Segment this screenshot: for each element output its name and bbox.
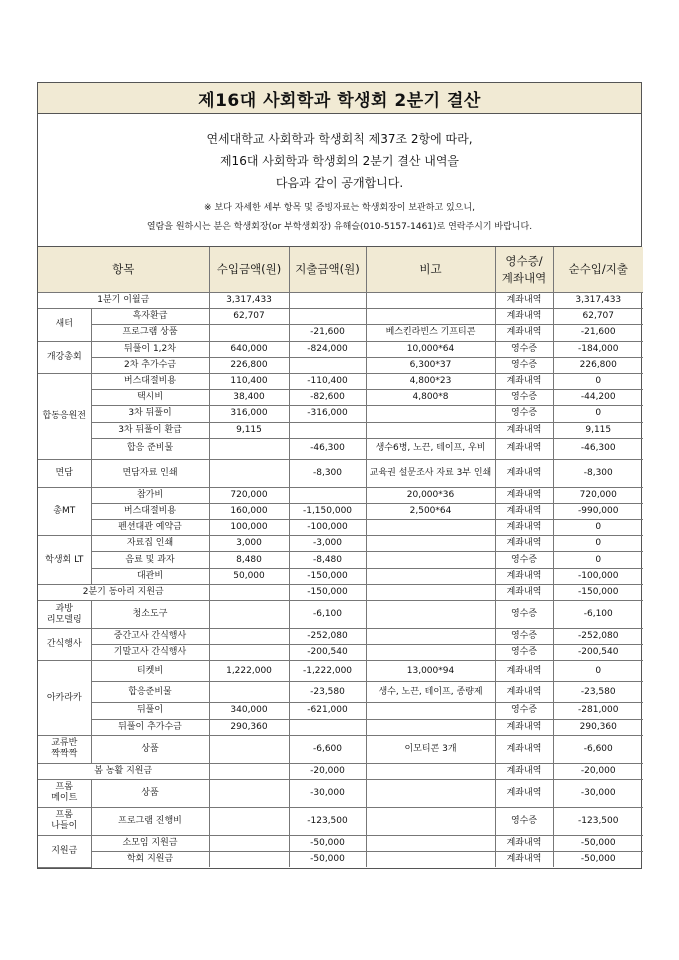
- row-income-cell: [209, 807, 289, 835]
- table-row: [38, 309, 643, 325]
- note-line: ※ 보다 자세한 세부 항목 및 증빙자료는 학생회장이 보관하고 있으니,: [204, 203, 475, 213]
- row-net-cell: -6,100: [553, 601, 643, 629]
- row-receipt-cell: 계좌내역: [495, 438, 553, 459]
- row-note-cell: [366, 807, 495, 835]
- row-income-cell: [209, 584, 289, 600]
- row-receipt-cell: 계좌내역: [495, 422, 553, 438]
- table-row: [38, 459, 643, 487]
- row-income-cell: 3,000: [209, 536, 289, 552]
- row-item-cell: 1분기 이월금: [38, 293, 209, 309]
- row-group-cell: 교류반 짝짝짝: [38, 735, 91, 763]
- table-body: [38, 293, 643, 868]
- table-row: [38, 835, 643, 851]
- row-expense-cell: -150,000: [289, 584, 366, 600]
- intro-line: 연세대학교 사회학과 학생회칙 제37조 2항에 따라,: [206, 132, 473, 146]
- row-item-cell: 택시비: [91, 390, 209, 406]
- row-item-cell: 3차 뒤풀이: [91, 406, 209, 422]
- row-note-cell: 생수6병, 노끈, 테이프, 우비: [366, 438, 495, 459]
- row-note-cell: [366, 779, 495, 807]
- row-expense-cell: -23,580: [289, 682, 366, 703]
- row-note-cell: [366, 629, 495, 645]
- table-row: [38, 503, 643, 519]
- contact-note: [38, 199, 641, 237]
- row-receipt-cell: 계좌내역: [495, 487, 553, 503]
- table-row: [38, 357, 643, 373]
- row-receipt-cell: 계좌내역: [495, 309, 553, 325]
- row-net-cell: -100,000: [553, 568, 643, 584]
- row-expense-cell: -252,080: [289, 629, 366, 645]
- row-income-cell: 640,000: [209, 341, 289, 357]
- row-net-cell: -20,000: [553, 763, 643, 779]
- row-note-cell: 생수, 노끈, 테이프, 종량제: [366, 682, 495, 703]
- row-note-cell: [366, 703, 495, 719]
- table-row: [38, 584, 643, 600]
- row-note-cell: [366, 584, 495, 600]
- row-income-cell: 50,000: [209, 568, 289, 584]
- row-net-cell: -200,540: [553, 645, 643, 661]
- row-net-cell: -252,080: [553, 629, 643, 645]
- row-group-cell: 새터: [38, 309, 91, 341]
- row-net-cell: 0: [553, 536, 643, 552]
- row-income-cell: [209, 629, 289, 645]
- row-note-cell: [366, 568, 495, 584]
- row-receipt-cell: 영수증: [495, 645, 553, 661]
- row-group-cell: 합동응원전: [38, 373, 91, 459]
- row-expense-cell: [289, 487, 366, 503]
- table-row: [38, 645, 643, 661]
- row-expense-cell: -20,000: [289, 763, 366, 779]
- row-net-cell: -6,600: [553, 735, 643, 763]
- row-income-cell: 316,000: [209, 406, 289, 422]
- row-receipt-cell: 영수증: [495, 341, 553, 357]
- document-title: 제16대 사회학과 학생회 2분기 결산: [38, 83, 641, 114]
- row-net-cell: 0: [553, 373, 643, 389]
- header-net: 순수입/지출: [553, 247, 643, 293]
- row-receipt-cell: 계좌내역: [495, 763, 553, 779]
- row-group-cell: 아카라카: [38, 661, 91, 735]
- row-item-cell: 참가비: [91, 487, 209, 503]
- row-income-cell: [209, 325, 289, 341]
- row-net-cell: -184,000: [553, 341, 643, 357]
- row-item-cell: 프로그램 상품: [91, 325, 209, 341]
- row-income-cell: [209, 682, 289, 703]
- table-row: [38, 735, 643, 763]
- row-net-cell: -990,000: [553, 503, 643, 519]
- table-row: [38, 779, 643, 807]
- row-expense-cell: -100,000: [289, 520, 366, 536]
- table-row: [38, 536, 643, 552]
- row-net-cell: -50,000: [553, 835, 643, 851]
- row-receipt-cell: 영수증: [495, 390, 553, 406]
- row-receipt-cell: 영수증: [495, 807, 553, 835]
- row-note-cell: [366, 536, 495, 552]
- row-net-cell: 0: [553, 661, 643, 682]
- row-income-cell: [209, 852, 289, 868]
- table-row: [38, 552, 643, 568]
- row-item-cell: 펜션대관 예약금: [91, 520, 209, 536]
- row-expense-cell: -6,600: [289, 735, 366, 763]
- row-income-cell: [209, 835, 289, 851]
- row-note-cell: 베스킨라빈스 기프티콘: [366, 325, 495, 341]
- row-receipt-cell: 영수증: [495, 406, 553, 422]
- row-expense-cell: -30,000: [289, 779, 366, 807]
- row-note-cell: [366, 645, 495, 661]
- row-expense-cell: -8,300: [289, 459, 366, 487]
- row-net-cell: -46,300: [553, 438, 643, 459]
- table-row: [38, 406, 643, 422]
- row-net-cell: 290,360: [553, 719, 643, 735]
- row-receipt-cell: 영수증: [495, 357, 553, 373]
- row-net-cell: 0: [553, 552, 643, 568]
- row-item-cell: 버스대절비용: [91, 503, 209, 519]
- row-receipt-cell: 계좌내역: [495, 293, 553, 309]
- row-expense-cell: -46,300: [289, 438, 366, 459]
- row-item-cell: 음료 및 과자: [91, 552, 209, 568]
- intro-line: 제16대 사회학과 학생회의 2분기 결산 내역을: [219, 154, 460, 168]
- row-note-cell: [366, 719, 495, 735]
- row-expense-cell: -82,600: [289, 390, 366, 406]
- row-expense-cell: [289, 293, 366, 309]
- row-item-cell: 청소도구: [91, 601, 209, 629]
- row-receipt-cell: 계좌내역: [495, 719, 553, 735]
- row-receipt-cell: 영수증: [495, 601, 553, 629]
- row-income-cell: [209, 645, 289, 661]
- row-item-cell: 뒤풀이 추가수금: [91, 719, 209, 735]
- row-receipt-cell: 계좌내역: [495, 459, 553, 487]
- row-note-cell: [366, 852, 495, 868]
- row-item-cell: 2차 추가수금: [91, 357, 209, 373]
- row-receipt-cell: 계좌내역: [495, 661, 553, 682]
- row-expense-cell: -110,400: [289, 373, 366, 389]
- row-net-cell: -30,000: [553, 779, 643, 807]
- row-item-cell: 버스대절비용: [91, 373, 209, 389]
- row-item-cell: 합응 준비물: [91, 438, 209, 459]
- row-item-cell: 흑자환급: [91, 309, 209, 325]
- table-row: [38, 293, 643, 309]
- row-income-cell: 62,707: [209, 309, 289, 325]
- settlement-table: [38, 247, 643, 868]
- row-income-cell: 38,400: [209, 390, 289, 406]
- header-expense: 지출금액(원): [289, 247, 366, 293]
- row-receipt-cell: 계좌내역: [495, 835, 553, 851]
- row-income-cell: [209, 601, 289, 629]
- table-row: [38, 703, 643, 719]
- settlement-document: [37, 82, 642, 869]
- row-group-cell: 면담: [38, 459, 91, 487]
- row-note-cell: 4,800*8: [366, 390, 495, 406]
- row-expense-cell: -150,000: [289, 568, 366, 584]
- row-note-cell: 6,300*37: [366, 357, 495, 373]
- row-income-cell: 226,800: [209, 357, 289, 373]
- table-row: [38, 719, 643, 735]
- row-expense-cell: -21,600: [289, 325, 366, 341]
- row-expense-cell: -621,000: [289, 703, 366, 719]
- row-note-cell: 이모티콘 3개: [366, 735, 495, 763]
- row-income-cell: 290,360: [209, 719, 289, 735]
- row-item-cell: 뒤풀이 1,2차: [91, 341, 209, 357]
- header-item: 항목: [38, 247, 209, 293]
- row-income-cell: 1,222,000: [209, 661, 289, 682]
- row-item-cell: 프로그램 진행비: [91, 807, 209, 835]
- row-income-cell: 720,000: [209, 487, 289, 503]
- row-income-cell: 160,000: [209, 503, 289, 519]
- row-net-cell: -123,500: [553, 807, 643, 835]
- note-line: 열람을 원하시는 분은 학생회장(or 부학생회장) 유해슬(010-5157-1461)로 연락주시기 바랍니다.: [146, 222, 533, 232]
- row-item-cell: 티켓비: [91, 661, 209, 682]
- row-receipt-cell: 계좌내역: [495, 325, 553, 341]
- header-receipt-text: 영수증/ 계좌내역: [501, 253, 547, 285]
- row-net-cell: 720,000: [553, 487, 643, 503]
- row-income-cell: [209, 459, 289, 487]
- row-note-cell: [366, 835, 495, 851]
- row-note-cell: [366, 520, 495, 536]
- row-item-cell: 자료집 인쇄: [91, 536, 209, 552]
- table-row: [38, 682, 643, 703]
- row-net-cell: -150,000: [553, 584, 643, 600]
- row-item-cell: 합응준비물: [91, 682, 209, 703]
- row-item-cell: 뒤풀이: [91, 703, 209, 719]
- row-income-cell: [209, 763, 289, 779]
- row-expense-cell: [289, 719, 366, 735]
- row-expense-cell: -316,000: [289, 406, 366, 422]
- table-row: [38, 568, 643, 584]
- row-group-cell: 총MT: [38, 487, 91, 536]
- row-group-cell: 간식행사: [38, 629, 91, 661]
- row-net-cell: -281,000: [553, 703, 643, 719]
- row-net-cell: -50,000: [553, 852, 643, 868]
- row-expense-cell: [289, 422, 366, 438]
- table-row: [38, 341, 643, 357]
- row-expense-cell: -50,000: [289, 835, 366, 851]
- row-income-cell: 8,480: [209, 552, 289, 568]
- table-row: [38, 438, 643, 459]
- row-item-cell: 2분기 동아리 지원금: [38, 584, 209, 600]
- row-expense-cell: -8,480: [289, 552, 366, 568]
- row-note-cell: 20,000*36: [366, 487, 495, 503]
- row-expense-cell: [289, 309, 366, 325]
- row-receipt-cell: 계좌내역: [495, 735, 553, 763]
- row-net-cell: 9,115: [553, 422, 643, 438]
- row-receipt-cell: 영수증: [495, 552, 553, 568]
- row-item-cell: 중간고사 간식행사: [91, 629, 209, 645]
- row-note-cell: 교육권 설문조사 자료 3부 인쇄: [366, 459, 495, 487]
- row-item-cell: 면담자료 인쇄: [91, 459, 209, 487]
- row-expense-cell: -6,100: [289, 601, 366, 629]
- row-expense-cell: -1,150,000: [289, 503, 366, 519]
- row-expense-cell: -824,000: [289, 341, 366, 357]
- table-header-row: [38, 247, 643, 293]
- row-receipt-cell: 계좌내역: [495, 536, 553, 552]
- table-row: [38, 325, 643, 341]
- row-item-cell: 대관비: [91, 568, 209, 584]
- row-income-cell: 110,400: [209, 373, 289, 389]
- row-note-cell: [366, 763, 495, 779]
- row-note-cell: [366, 293, 495, 309]
- row-note-cell: [366, 601, 495, 629]
- row-expense-cell: -200,540: [289, 645, 366, 661]
- row-item-cell: 기말고사 간식행사: [91, 645, 209, 661]
- row-net-cell: 0: [553, 520, 643, 536]
- row-item-cell: 학회 지원금: [91, 852, 209, 868]
- row-income-cell: [209, 779, 289, 807]
- table-row: [38, 520, 643, 536]
- row-net-cell: 226,800: [553, 357, 643, 373]
- row-note-cell: 2,500*64: [366, 503, 495, 519]
- row-group-cell: 개강총회: [38, 341, 91, 373]
- row-expense-cell: [289, 357, 366, 373]
- table-row: [38, 422, 643, 438]
- table-row: [38, 661, 643, 682]
- row-item-cell: 3차 뒤풀이 환급: [91, 422, 209, 438]
- row-receipt-cell: 계좌내역: [495, 520, 553, 536]
- row-income-cell: 340,000: [209, 703, 289, 719]
- row-net-cell: 0: [553, 406, 643, 422]
- row-net-cell: -23,580: [553, 682, 643, 703]
- header-receipt: [495, 247, 553, 293]
- intro-section: [38, 114, 641, 247]
- header-note: 비고: [366, 247, 495, 293]
- row-note-cell: [366, 552, 495, 568]
- row-income-cell: 100,000: [209, 520, 289, 536]
- row-net-cell: -8,300: [553, 459, 643, 487]
- row-expense-cell: -1,222,000: [289, 661, 366, 682]
- row-receipt-cell: 계좌내역: [495, 503, 553, 519]
- table-row: [38, 373, 643, 389]
- row-income-cell: [209, 438, 289, 459]
- table-row: [38, 852, 643, 868]
- row-net-cell: -21,600: [553, 325, 643, 341]
- row-group-cell: 프롬 메이트: [38, 779, 91, 807]
- header-income: 수입금액(원): [209, 247, 289, 293]
- row-receipt-cell: 계좌내역: [495, 682, 553, 703]
- row-receipt-cell: 계좌내역: [495, 852, 553, 868]
- row-receipt-cell: 계좌내역: [495, 584, 553, 600]
- row-item-cell: 소모임 지원금: [91, 835, 209, 851]
- row-note-cell: [366, 422, 495, 438]
- row-net-cell: 62,707: [553, 309, 643, 325]
- row-income-cell: 3,317,433: [209, 293, 289, 309]
- row-income-cell: 9,115: [209, 422, 289, 438]
- row-note-cell: 4,800*23: [366, 373, 495, 389]
- row-receipt-cell: 계좌내역: [495, 779, 553, 807]
- row-note-cell: [366, 309, 495, 325]
- row-net-cell: 3,317,433: [553, 293, 643, 309]
- row-expense-cell: -3,000: [289, 536, 366, 552]
- row-item-cell: 상품: [91, 735, 209, 763]
- row-receipt-cell: 계좌내역: [495, 568, 553, 584]
- table-row: [38, 629, 643, 645]
- row-note-cell: 13,000*94: [366, 661, 495, 682]
- row-item-cell: 상품: [91, 779, 209, 807]
- row-item-cell: 봄 농활 지원금: [38, 763, 209, 779]
- table-row: [38, 763, 643, 779]
- row-income-cell: [209, 735, 289, 763]
- table-row: [38, 390, 643, 406]
- row-expense-cell: -50,000: [289, 852, 366, 868]
- row-group-cell: 프롬 나들이: [38, 807, 91, 835]
- row-receipt-cell: 영수증: [495, 629, 553, 645]
- table-row: [38, 601, 643, 629]
- intro-line: 다음과 같이 공개합니다.: [275, 176, 404, 190]
- row-net-cell: -44,200: [553, 390, 643, 406]
- row-group-cell: 학생회 LT: [38, 536, 91, 585]
- table-row: [38, 487, 643, 503]
- row-note-cell: [366, 406, 495, 422]
- row-expense-cell: -123,500: [289, 807, 366, 835]
- row-group-cell: 지원금: [38, 835, 91, 867]
- table-row: [38, 807, 643, 835]
- row-note-cell: 10,000*64: [366, 341, 495, 357]
- row-group-cell: 과방 리모델링: [38, 601, 91, 629]
- row-receipt-cell: 계좌내역: [495, 373, 553, 389]
- row-receipt-cell: 영수증: [495, 703, 553, 719]
